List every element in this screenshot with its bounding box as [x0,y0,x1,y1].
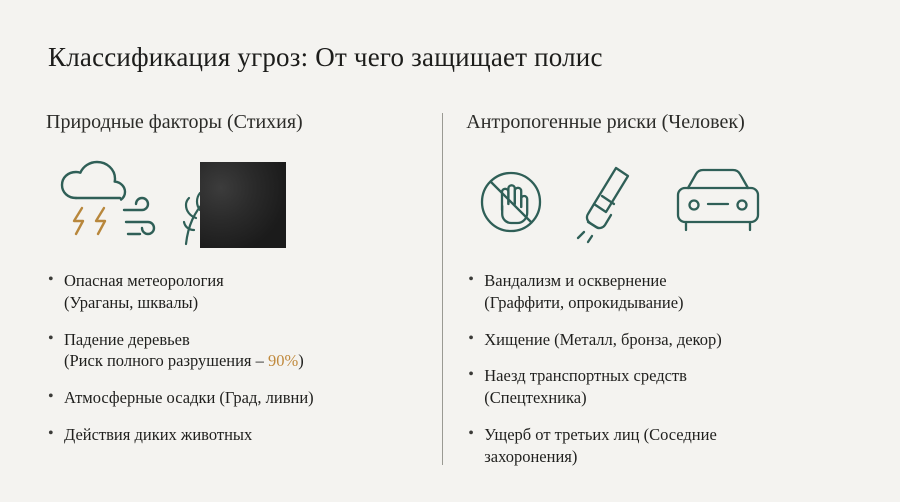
list-item [466,329,854,351]
point-sub: (Ураганы, шквалы) [64,292,199,312]
column-natural-factors [46,111,420,482]
list-item [46,329,396,373]
point-main: Вандализм и осквернение [484,271,667,290]
columns-container [46,111,854,482]
right-icon-row [466,156,854,252]
point-main: Действия диких животных [64,424,253,444]
point-sub: (Спецтехника) [484,388,587,408]
point-main: Наезд транспортных средств [484,366,687,386]
point-main: Ущерб от третьих лиц (Соседние [484,424,717,444]
spray-can-graffiti-icon [572,160,648,249]
list-item [466,270,854,314]
car-front-icon [670,160,766,249]
left-points-list [46,270,396,446]
page-title: Классификация угроз: От чего защищает полис [48,42,603,72]
storm-cloud-lightning-wind-icon [46,156,164,253]
right-column-heading: Антропогенные риски (Человек) [466,111,745,133]
column-anthropogenic-risks [420,111,854,482]
left-column-heading: Природные факторы (Стихия) [46,111,303,133]
list-item [46,270,396,314]
point-sub-suffix: ) [298,351,304,371]
left-icon-row [46,156,396,252]
list-item [46,424,396,446]
vertical-divider [442,113,443,465]
point-main: Падение деревьев [64,329,190,349]
list-item [466,424,854,468]
no-hand-vandalism-icon [472,160,550,249]
point-main: Опасная метеорология [64,271,224,290]
falling-tree-with-photo [170,156,286,252]
list-item [466,365,854,409]
point-sub: захоронения) [484,446,578,466]
right-points-list [466,270,854,467]
point-main: Атмосферные осадки (Град, ливни) [64,388,314,408]
point-sub-prefix: (Риск полного разрушения – [64,351,269,371]
point-sub [64,350,396,372]
dark-photo-tile [200,162,286,248]
list-item [46,387,396,409]
point-sub: (Граффити, опрокидывание) [484,292,684,312]
risk-percentage: 90% [268,351,299,371]
point-main: Хищение (Металл, бронза, декор) [484,329,722,349]
